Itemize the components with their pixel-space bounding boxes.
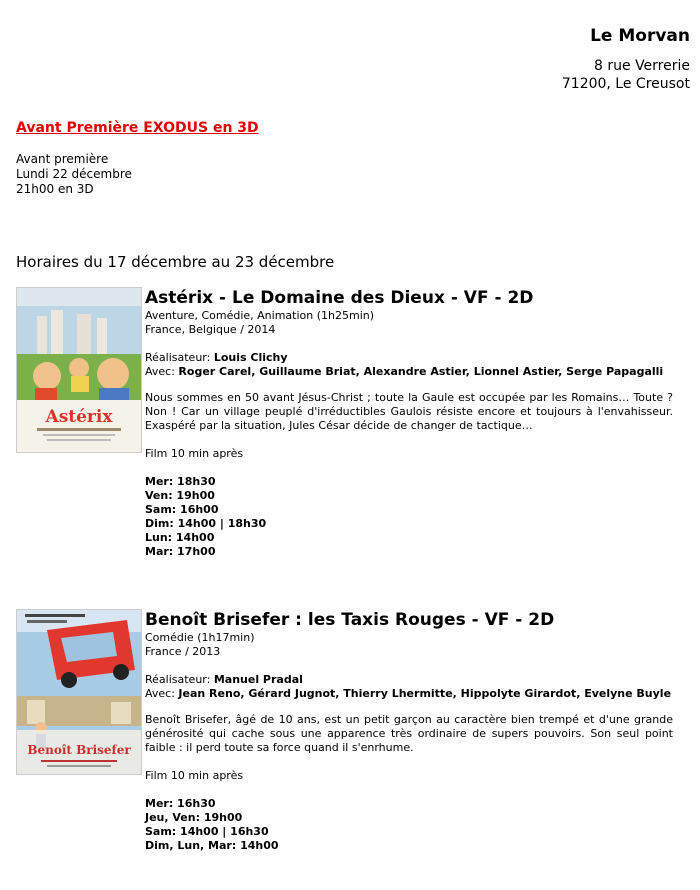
film-credits: [145, 673, 673, 701]
poster-image: [17, 610, 141, 774]
showtime: Sam: 14h00 | 16h30: [145, 825, 269, 838]
cinema-address: [562, 57, 690, 93]
cast-label: Avec:: [145, 365, 175, 378]
showtime: Jeu, Ven: 19h00: [145, 811, 243, 824]
film-poster-asterix: [16, 287, 142, 453]
showtime: Ven: 19h00: [145, 489, 215, 502]
director-name: Manuel Pradal: [213, 673, 303, 686]
cast-label: Avec:: [145, 687, 175, 700]
film-after-note: Film 10 min après: [145, 769, 244, 782]
address-line-city: 71200, Le Creusot: [561, 76, 690, 92]
cast-row: [145, 687, 673, 701]
promo-line: Lundi 22 décembre: [16, 167, 132, 181]
promo-title-link[interactable]: Avant Première EXODUS en 3D: [16, 120, 259, 136]
showtime: Mer: 16h30: [145, 797, 216, 810]
film-after-note: Film 10 min après: [145, 447, 244, 460]
showtime: Mar: 17h00: [145, 545, 216, 558]
film-synopsis: Nous sommes en 50 avant Jésus-Christ ; toute la Gaule est occupée par les Romains… Toute ? Non ! Car un village peuplé d'irréductibles Gaulois résiste encore et toujours à l'envahisseur. Exaspéré par la situation, Jules César décide de changer de tactique…: [145, 391, 673, 432]
showtime: Dim: 14h00 | 18h30: [145, 517, 267, 530]
director-row: [145, 351, 673, 365]
promo-line: Avant première: [16, 152, 109, 166]
poster-logo-text: Astérix: [45, 407, 113, 427]
showtime: Mer: 18h30: [145, 475, 216, 488]
director-row: [145, 673, 673, 687]
cast-names: Roger Carel, Guillaume Briat, Alexandre Astier, Lionnel Astier, Serge Papagalli: [178, 365, 664, 378]
film-country-year: France / 2013: [145, 645, 221, 658]
film-poster-benoit-brisefer: [16, 609, 142, 775]
film-genre: Comédie (1h17min): [145, 631, 255, 644]
cinema-name: Le Morvan: [590, 26, 690, 46]
promo-line: 21h00 en 3D: [16, 182, 94, 196]
schedule-heading: Horaires du 17 décembre au 23 décembre: [16, 253, 335, 271]
showtime: Lun: 14h00: [145, 531, 215, 544]
cinema-header: [562, 25, 690, 93]
film-meta: [145, 631, 673, 659]
address-line-street: 8 rue Verrerie: [594, 58, 690, 74]
film-title: Astérix - Le Domaine des Dieux - VF - 2D: [145, 288, 534, 308]
film-showtimes: [145, 475, 673, 559]
director-label: Réalisateur:: [145, 351, 211, 364]
director-name: Louis Clichy: [213, 351, 288, 364]
promo-section: [16, 118, 259, 197]
film-synopsis: Benoît Brisefer, âgé de 10 ans, est un petit garçon au caractère bien trempé et d'une grande générosité qui cache sous une apparence très ordinaire de supers pouvoirs. Son seul point faible : il perd toute sa force quand il s'enrhume.: [145, 713, 673, 754]
poster-image: [17, 288, 141, 452]
film-credits: [145, 351, 673, 379]
showtime: Sam: 16h00: [145, 503, 219, 516]
promo-details: [16, 152, 259, 197]
cast-names: Jean Reno, Gérard Jugnot, Thierry Lhermitte, Hippolyte Girardot, Evelyne Buyle: [178, 687, 672, 700]
film-country-year: France, Belgique / 2014: [145, 323, 276, 336]
cast-row: [145, 365, 673, 379]
film-info: [145, 609, 673, 853]
film-showtimes: [145, 797, 673, 853]
film-info: [145, 287, 673, 559]
director-label: Réalisateur:: [145, 673, 211, 686]
film-genre: Aventure, Comédie, Animation (1h25min): [145, 309, 375, 322]
poster-logo-text: Benoît Brisefer: [27, 743, 131, 757]
film-title: Benoît Brisefer : les Taxis Rouges - VF - 2D: [145, 610, 555, 630]
showtime: Dim, Lun, Mar: 14h00: [145, 839, 279, 852]
film-meta: [145, 309, 673, 337]
